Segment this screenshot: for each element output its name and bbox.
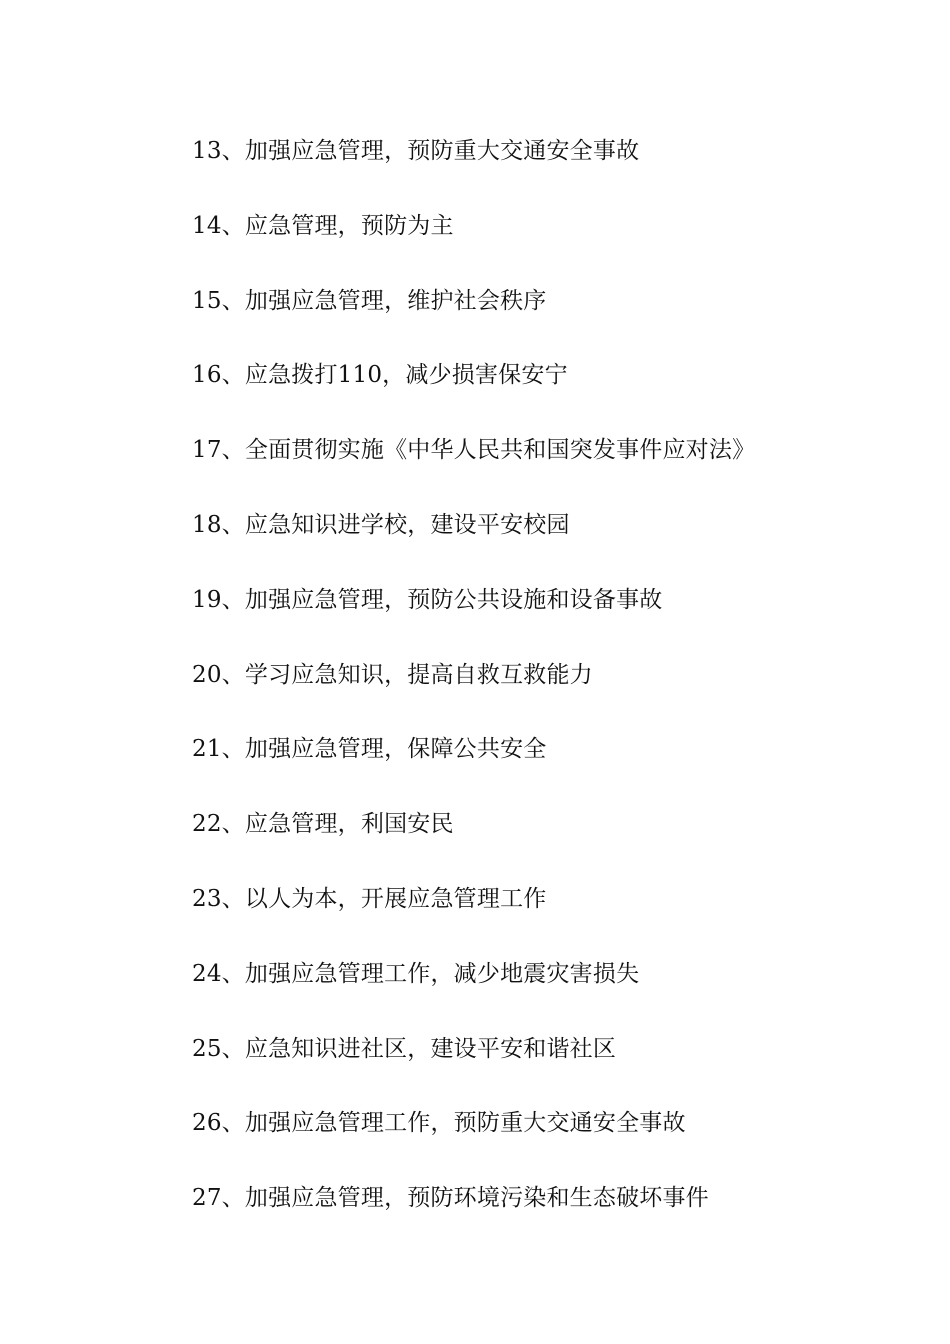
list-item: 22、应急管理，利国安民	[192, 811, 454, 838]
list-item: 16、应急拨打110，减少损害保安宁	[192, 362, 568, 389]
list-item: 15、加强应急管理，维护社会秩序	[192, 287, 547, 314]
list-item: 26、加强应急管理工作，预防重大交通安全事故	[192, 1110, 686, 1137]
list-item: 24、加强应急管理工作，减少地震灾害损失	[192, 960, 640, 987]
list-item: 25、应急知识进社区，建设平安和谐社区	[192, 1035, 617, 1062]
list-item: 27、加强应急管理，预防环境污染和生态破坏事件	[192, 1185, 709, 1212]
slogan-list	[192, 130, 892, 1252]
list-item: 23、以人为本，开展应急管理工作	[192, 885, 547, 912]
list-item: 20、学习应急知识，提高自救互救能力	[192, 661, 593, 688]
list-item: 17、全面贯彻实施《中华人民共和国突发事件应对法》	[192, 437, 756, 464]
list-item: 18、应急知识进学校，建设平安校园	[192, 511, 570, 538]
list-item: 21、加强应急管理，保障公共安全	[192, 736, 547, 763]
list-item: 14、应急管理，预防为主	[192, 212, 454, 239]
list-item: 13、加强应急管理，预防重大交通安全事故	[192, 138, 640, 164]
list-item: 19、加强应急管理，预防公共设施和设备事故	[192, 586, 663, 613]
